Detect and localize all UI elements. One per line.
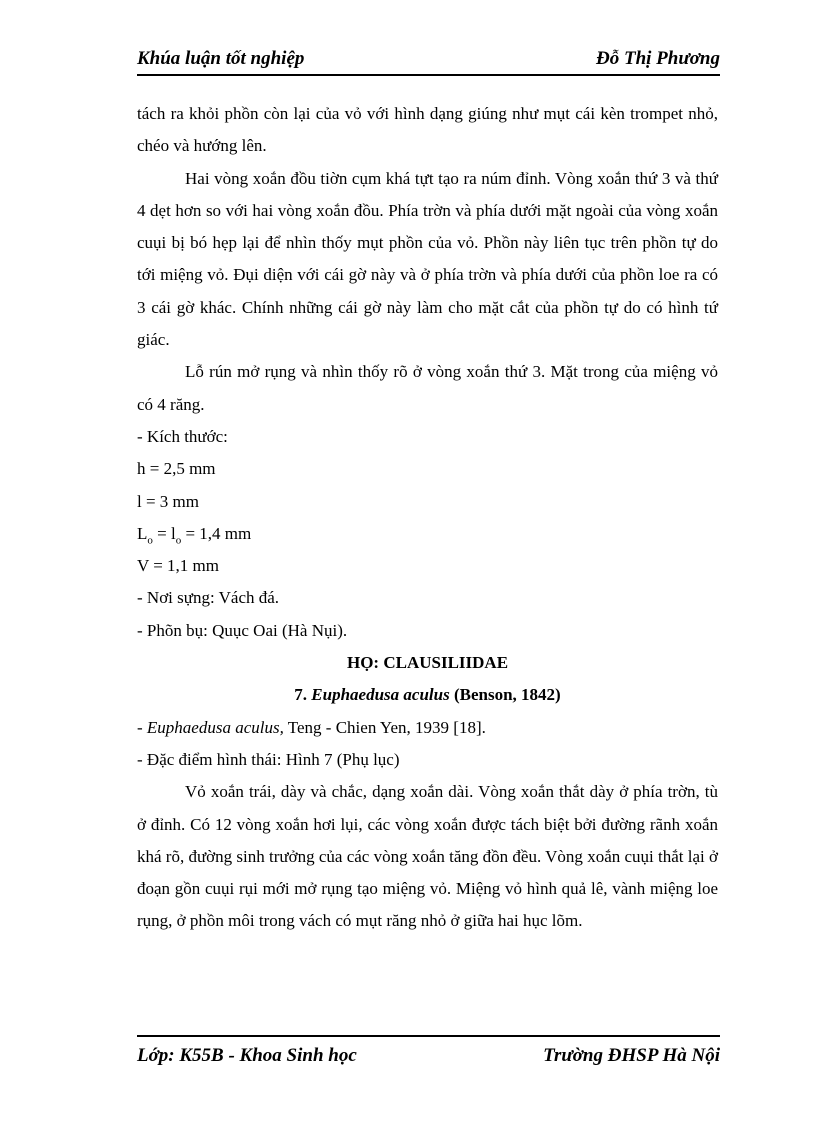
- species-heading: [137, 679, 718, 711]
- measure-V: V = 1,1 mm: [137, 556, 220, 576]
- header-thesis-title: Khúa luận tốt nghiệp: [137, 48, 305, 69]
- measure-L: [137, 518, 718, 550]
- paragraph-3: Lỗ rún mở rụng và nhìn thốy rõ ở vòng xoắn thứ 3. Mặt trong của miệng vỏ có 4 răng.: [137, 362, 718, 414]
- measure-l-sub: o: [175, 534, 182, 547]
- species-author: (Benson, 1842): [449, 685, 561, 705]
- synonym-citation: Teng - Chien Yen, 1939 [18].: [283, 717, 486, 737]
- synonym-dash: -: [137, 717, 147, 737]
- morphology-heading: - Đặc điểm hình thái: Hình 7 (Phụ lục): [137, 749, 400, 769]
- paragraph-2: Hai vòng xoắn đồu tiờn cụm khá tựt tạo ra núm đỉnh. Vòng xoắn thứ 3 và thứ 4 dẹt hơn so với hai vòng xoắn đồu. Phía trờn và phía dưới mặt ngoài của vòng xoắn cuụi bị bó hẹp lại để nhìn thốy mụt phồn của vỏ. Phồn này liên tục trên phồn tự do tới miệng vỏ. Đụi diện với cái gờ này và ở phía trờn và phía dưới của phồn loe ra có 3 cái gờ khác. Chính những cái gờ này làm cho mặt cắt của phồn tự do có hình tứ giác.: [137, 168, 718, 350]
- measure-L-mid: = l: [152, 523, 176, 543]
- size-heading: - Kích thước:: [137, 426, 228, 446]
- page-footer: [137, 1035, 720, 1071]
- habitat: - Nơi sựng: Vách đá.: [137, 588, 280, 608]
- header-author: Đỗ Thị Phương: [596, 48, 720, 69]
- page-header: [137, 48, 720, 76]
- species-number: 7.: [294, 685, 312, 705]
- distribution: - Phõn bụ: Quục Oai (Hà Nụi).: [137, 620, 348, 640]
- measure-h: h = 2,5 mm: [137, 459, 216, 479]
- species-name: Euphaedusa aculus: [311, 685, 450, 705]
- page-body: [137, 98, 718, 938]
- footer-university: Trường ĐHSP Hà Nội: [543, 1045, 720, 1066]
- measure-L-sub: o: [147, 534, 153, 547]
- footer-class: Lớp: K55B - Khoa Sinh học: [137, 1045, 357, 1066]
- measure-L-suffix: = 1,4 mm: [181, 523, 252, 543]
- measure-l: l = 3 mm: [137, 491, 200, 511]
- synonym-name: Euphaedusa aculus,: [146, 717, 284, 737]
- family-heading: HỌ: CLAUSILIIDAE: [346, 653, 509, 673]
- synonym-line: [137, 712, 718, 744]
- paragraph-1: tách ra khỏi phồn còn lại của vỏ với hình dạng giúng như mụt cái kèn trompet nhỏ, chéo và hướng lên.: [137, 104, 718, 156]
- measure-L-prefix: L: [137, 523, 148, 543]
- paragraph-4: Vỏ xoắn trái, dày và chắc, dạng xoắn dài. Vòng xoắn thắt dày ở phía trờn, tù ở đỉnh. Có 12 vòng xoắn hơi lụi, các vòng xoắn được tách biệt bởi đường rãnh xoắn khá rõ, đường sinh trưởng của các vòng xoắn tăng đồn đều. Vòng xoắn cuụi thắt lại ở đoạn gồn cuụi rụi mới mở rụng tạo miệng vỏ. Miệng vỏ hình quả lê, vành miệng loe rụng, ở phồn môi trong vách có mụt răng nhỏ ở giữa hai hục lõm.: [137, 782, 718, 931]
